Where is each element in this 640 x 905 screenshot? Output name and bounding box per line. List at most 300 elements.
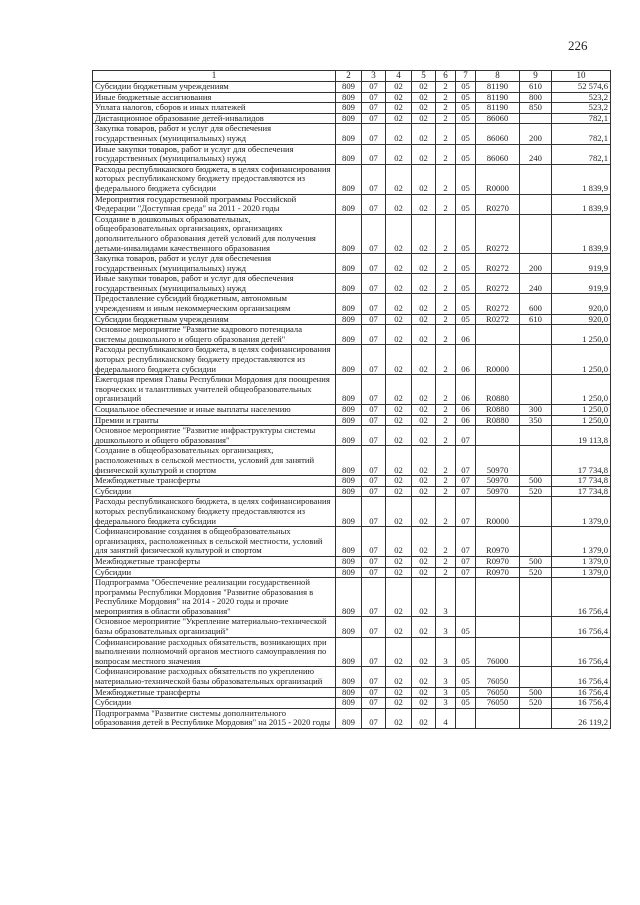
row-code-cell-10: 16 756,4	[552, 687, 611, 698]
row-code-cell-3: 07	[362, 314, 386, 325]
table-body	[93, 82, 611, 729]
row-code-cell-4: 02	[386, 144, 412, 164]
row-code-cell-4: 02	[386, 578, 412, 617]
row-code-cell-2: 809	[336, 567, 362, 578]
row-code-cell-10: 920,0	[552, 294, 611, 314]
table-row	[93, 415, 611, 426]
row-code-cell-6: 2	[436, 446, 456, 476]
row-code-cell-3: 07	[362, 144, 386, 164]
row-code-cell-6: 3	[436, 667, 456, 687]
row-code-cell-2: 809	[336, 345, 362, 375]
row-code-cell-3: 07	[362, 556, 386, 567]
row-code-cell-5: 02	[412, 274, 436, 294]
row-code-cell-8: R0272	[476, 254, 520, 274]
row-code-cell-10: 1 250,0	[552, 345, 611, 375]
row-code-cell-10: 17 734,8	[552, 486, 611, 497]
row-code-cell-10: 1 379,0	[552, 556, 611, 567]
row-code-cell-8: R0000	[476, 164, 520, 194]
row-name-cell: Межбюджетные трансферты	[93, 687, 336, 698]
row-code-cell-3: 07	[362, 426, 386, 446]
table-row	[93, 667, 611, 687]
row-code-cell-2: 809	[336, 415, 362, 426]
table-header-row	[93, 71, 611, 82]
row-code-cell-10: 782,1	[552, 124, 611, 144]
row-code-cell-10: 1 839,9	[552, 214, 611, 253]
row-code-cell-8: 86060	[476, 113, 520, 124]
row-code-cell-7: 07	[456, 497, 476, 527]
table-row	[93, 698, 611, 709]
row-code-cell-3: 07	[362, 687, 386, 698]
row-name-cell: Софинансирование создания в общеобразовательных организациях, расположенных в сельской местности, условий для занятий физической культурой и спортом	[93, 527, 336, 557]
table-row	[93, 164, 611, 194]
row-code-cell-8: 76050	[476, 667, 520, 687]
row-code-cell-9: 200	[520, 254, 552, 274]
row-code-cell-4: 02	[386, 446, 412, 476]
row-code-cell-3: 07	[362, 698, 386, 709]
table-row	[93, 144, 611, 164]
row-code-cell-2: 809	[336, 486, 362, 497]
row-code-cell-10: 782,1	[552, 144, 611, 164]
row-code-cell-9: 200	[520, 124, 552, 144]
row-code-cell-7: 05	[456, 113, 476, 124]
row-code-cell-7: 07	[456, 426, 476, 446]
row-code-cell-2: 809	[336, 375, 362, 405]
row-code-cell-3: 07	[362, 567, 386, 578]
row-code-cell-8: R0000	[476, 345, 520, 375]
row-code-cell-4: 02	[386, 698, 412, 709]
row-code-cell-4: 02	[386, 164, 412, 194]
row-code-cell-4: 02	[386, 254, 412, 274]
row-code-cell-5: 02	[412, 578, 436, 617]
row-name-cell: Уплата налогов, сборов и иных платежей	[93, 103, 336, 114]
table-row	[93, 92, 611, 103]
row-code-cell-9	[520, 164, 552, 194]
row-code-cell-7: 06	[456, 415, 476, 426]
row-code-cell-7: 05	[456, 103, 476, 114]
row-code-cell-9	[520, 214, 552, 253]
row-code-cell-8: R0880	[476, 405, 520, 416]
row-code-cell-7: 05	[456, 617, 476, 637]
row-code-cell-6: 3	[436, 578, 456, 617]
row-name-cell: Расходы республиканского бюджета, в целях софинансирования которых республиканскому бюджету предоставляются из федерального бюджета субсидии	[93, 345, 336, 375]
row-code-cell-7	[456, 578, 476, 617]
header-col-7: 7	[456, 71, 476, 82]
row-code-cell-5: 02	[412, 294, 436, 314]
row-code-cell-2: 809	[336, 92, 362, 103]
row-code-cell-2: 809	[336, 687, 362, 698]
row-code-cell-8	[476, 325, 520, 345]
row-name-cell: Социальное обеспечение и иные выплаты населению	[93, 405, 336, 416]
row-code-cell-9: 520	[520, 567, 552, 578]
row-code-cell-8	[476, 617, 520, 637]
row-code-cell-6: 2	[436, 82, 456, 93]
table-row	[93, 274, 611, 294]
row-code-cell-8: R0970	[476, 567, 520, 578]
header-col-3: 3	[362, 71, 386, 82]
table-row	[93, 405, 611, 416]
row-code-cell-8: 86060	[476, 144, 520, 164]
row-name-cell: Иные бюджетные ассигнования	[93, 92, 336, 103]
row-code-cell-8: R0880	[476, 415, 520, 426]
table-row	[93, 214, 611, 253]
row-code-cell-4: 02	[386, 687, 412, 698]
table-row	[93, 426, 611, 446]
row-code-cell-6: 3	[436, 637, 456, 667]
row-code-cell-3: 07	[362, 667, 386, 687]
row-code-cell-5: 02	[412, 194, 436, 214]
row-code-cell-8: R0270	[476, 194, 520, 214]
table-row	[93, 314, 611, 325]
row-code-cell-2: 809	[336, 274, 362, 294]
row-name-cell: Иные закупки товаров, работ и услуг для обеспечения государственных (муниципальных) нужд	[93, 144, 336, 164]
row-code-cell-9	[520, 527, 552, 557]
row-code-cell-5: 02	[412, 527, 436, 557]
row-name-cell: Субсидии	[93, 567, 336, 578]
row-code-cell-10: 1 250,0	[552, 325, 611, 345]
row-code-cell-5: 02	[412, 82, 436, 93]
row-code-cell-3: 07	[362, 446, 386, 476]
row-code-cell-3: 07	[362, 274, 386, 294]
row-name-cell: Предоставление субсидий бюджетным, автономным учреждениям и иным некоммерческим организациям	[93, 294, 336, 314]
row-code-cell-2: 809	[336, 194, 362, 214]
row-code-cell-9: 600	[520, 294, 552, 314]
table-row	[93, 527, 611, 557]
budget-table	[92, 70, 611, 729]
row-code-cell-4: 02	[386, 405, 412, 416]
row-code-cell-7: 05	[456, 194, 476, 214]
row-code-cell-10: 52 574,6	[552, 82, 611, 93]
row-code-cell-6: 3	[436, 698, 456, 709]
table-row	[93, 124, 611, 144]
row-code-cell-7: 05	[456, 294, 476, 314]
row-code-cell-5: 02	[412, 405, 436, 416]
row-code-cell-8: 81190	[476, 92, 520, 103]
table-row	[93, 325, 611, 345]
row-name-cell: Софинансирование расходных обязательств по укреплению материально-технической базы образовательных организаций	[93, 667, 336, 687]
row-code-cell-3: 07	[362, 103, 386, 114]
row-code-cell-9	[520, 113, 552, 124]
row-code-cell-8: 81190	[476, 103, 520, 114]
row-code-cell-6: 3	[436, 687, 456, 698]
row-code-cell-6: 2	[436, 325, 456, 345]
row-code-cell-8: 76050	[476, 698, 520, 709]
row-code-cell-5: 02	[412, 113, 436, 124]
row-code-cell-4: 02	[386, 476, 412, 487]
row-code-cell-5: 02	[412, 667, 436, 687]
row-name-cell: Субсидии	[93, 698, 336, 709]
row-code-cell-8: R0272	[476, 214, 520, 253]
row-name-cell: Основное мероприятие "Укрепление материально-технической базы образовательных организаций"	[93, 617, 336, 637]
row-code-cell-7: 07	[456, 476, 476, 487]
row-name-cell: Расходы республиканского бюджета, в целях софинансирования которых республиканскому бюджету предоставляются из федерального бюджета субсидии	[93, 164, 336, 194]
row-code-cell-9	[520, 617, 552, 637]
row-code-cell-8	[476, 426, 520, 446]
row-code-cell-4: 02	[386, 113, 412, 124]
row-code-cell-3: 07	[362, 124, 386, 144]
row-code-cell-4: 02	[386, 345, 412, 375]
row-code-cell-6: 2	[436, 405, 456, 416]
row-code-cell-7: 05	[456, 124, 476, 144]
row-code-cell-5: 02	[412, 476, 436, 487]
row-code-cell-6: 2	[436, 214, 456, 253]
row-code-cell-10: 19 113,8	[552, 426, 611, 446]
row-code-cell-6: 2	[436, 124, 456, 144]
row-code-cell-9	[520, 708, 552, 728]
row-code-cell-2: 809	[336, 476, 362, 487]
row-code-cell-10: 1 250,0	[552, 415, 611, 426]
row-code-cell-3: 07	[362, 214, 386, 253]
row-code-cell-4: 02	[386, 294, 412, 314]
row-code-cell-3: 07	[362, 164, 386, 194]
row-code-cell-5: 02	[412, 486, 436, 497]
row-code-cell-9: 500	[520, 556, 552, 567]
row-code-cell-2: 809	[336, 164, 362, 194]
row-code-cell-7: 05	[456, 667, 476, 687]
row-code-cell-2: 809	[336, 113, 362, 124]
row-code-cell-2: 809	[336, 708, 362, 728]
row-name-cell: Мероприятия государственной программы Российской Федерации "Доступная среда" на 2011 - 2020 годы	[93, 194, 336, 214]
table-row	[93, 708, 611, 728]
row-code-cell-6: 2	[436, 254, 456, 274]
row-code-cell-7: 06	[456, 405, 476, 416]
row-code-cell-3: 07	[362, 486, 386, 497]
row-code-cell-4: 02	[386, 637, 412, 667]
row-code-cell-5: 02	[412, 214, 436, 253]
row-code-cell-3: 07	[362, 92, 386, 103]
row-code-cell-5: 02	[412, 617, 436, 637]
row-code-cell-6: 4	[436, 708, 456, 728]
row-code-cell-9: 520	[520, 698, 552, 709]
row-code-cell-9: 610	[520, 82, 552, 93]
row-code-cell-4: 02	[386, 82, 412, 93]
row-code-cell-2: 809	[336, 426, 362, 446]
row-code-cell-7	[456, 708, 476, 728]
row-code-cell-3: 07	[362, 254, 386, 274]
row-code-cell-4: 02	[386, 194, 412, 214]
row-code-cell-5: 02	[412, 446, 436, 476]
row-code-cell-10: 1 839,9	[552, 164, 611, 194]
row-code-cell-5: 02	[412, 556, 436, 567]
row-code-cell-3: 07	[362, 497, 386, 527]
row-code-cell-7: 05	[456, 164, 476, 194]
row-code-cell-4: 02	[386, 556, 412, 567]
table-row	[93, 113, 611, 124]
row-code-cell-6: 2	[436, 103, 456, 114]
row-code-cell-8: R0880	[476, 375, 520, 405]
header-col-1: 1	[93, 71, 336, 82]
row-code-cell-9: 610	[520, 314, 552, 325]
row-name-cell: Закупка товаров, работ и услуг для обеспечения государственных (муниципальных) нужд	[93, 254, 336, 274]
row-code-cell-9	[520, 667, 552, 687]
row-code-cell-10: 920,0	[552, 314, 611, 325]
row-code-cell-4: 02	[386, 426, 412, 446]
row-code-cell-7: 05	[456, 698, 476, 709]
row-code-cell-10: 919,9	[552, 254, 611, 274]
row-code-cell-7: 06	[456, 375, 476, 405]
row-code-cell-4: 02	[386, 314, 412, 325]
row-code-cell-10: 523,2	[552, 103, 611, 114]
row-code-cell-9: 350	[520, 415, 552, 426]
table-row	[93, 476, 611, 487]
row-code-cell-4: 02	[386, 124, 412, 144]
table-row	[93, 617, 611, 637]
row-code-cell-4: 02	[386, 497, 412, 527]
row-name-cell: Межбюджетные трансферты	[93, 476, 336, 487]
row-code-cell-6: 3	[436, 617, 456, 637]
row-name-cell: Подпрограмма "Развитие системы дополнительного образования детей в Республике Мордовия" на 2015 - 2020 годы	[93, 708, 336, 728]
row-code-cell-4: 02	[386, 103, 412, 114]
table-row	[93, 375, 611, 405]
row-code-cell-5: 02	[412, 415, 436, 426]
row-code-cell-8: R0272	[476, 294, 520, 314]
row-code-cell-5: 02	[412, 708, 436, 728]
row-code-cell-10: 17 734,8	[552, 476, 611, 487]
row-name-cell: Ежегодная премия Главы Республики Мордовия для поощрения творческих и талантливых учителей общеобразовательных организаций	[93, 375, 336, 405]
header-col-6: 6	[436, 71, 456, 82]
row-name-cell: Основное мероприятие "Развитие кадрового потенциала системы дошкольного и общего образования детей"	[93, 325, 336, 345]
row-code-cell-10: 919,9	[552, 274, 611, 294]
row-code-cell-9	[520, 637, 552, 667]
row-code-cell-7: 07	[456, 446, 476, 476]
row-code-cell-6: 2	[436, 194, 456, 214]
row-name-cell: Дистанционное образование детей-инвалидов	[93, 113, 336, 124]
table-row	[93, 497, 611, 527]
header-col-2: 2	[336, 71, 362, 82]
row-name-cell: Подпрограмма "Обеспечение реализации государственной программы Республики Мордовия "Развитие образования в Республике Мордовия" на 2014 - 2020 годы и прочие мероприятия в области образования"	[93, 578, 336, 617]
table-row	[93, 578, 611, 617]
row-code-cell-6: 2	[436, 92, 456, 103]
row-code-cell-3: 07	[362, 113, 386, 124]
row-code-cell-5: 02	[412, 103, 436, 114]
row-code-cell-8: R0272	[476, 274, 520, 294]
row-code-cell-9	[520, 497, 552, 527]
row-code-cell-7: 07	[456, 556, 476, 567]
row-code-cell-2: 809	[336, 667, 362, 687]
row-name-cell: Субсидии бюджетным учреждениям	[93, 82, 336, 93]
header-col-9: 9	[520, 71, 552, 82]
header-col-8: 8	[476, 71, 520, 82]
table-row	[93, 556, 611, 567]
row-code-cell-9	[520, 345, 552, 375]
row-code-cell-6: 2	[436, 164, 456, 194]
row-code-cell-6: 2	[436, 144, 456, 164]
row-code-cell-3: 07	[362, 527, 386, 557]
table-row	[93, 82, 611, 93]
row-name-cell: Субсидии	[93, 486, 336, 497]
row-code-cell-3: 07	[362, 708, 386, 728]
table-row	[93, 687, 611, 698]
row-code-cell-9	[520, 375, 552, 405]
row-code-cell-5: 02	[412, 637, 436, 667]
row-name-cell: Софинансирование расходных обязательств, возникающих при выполнении полномочий органов местного самоуправления по вопросам местного значения	[93, 637, 336, 667]
row-code-cell-2: 809	[336, 617, 362, 637]
row-code-cell-3: 07	[362, 294, 386, 314]
row-code-cell-10: 1 250,0	[552, 405, 611, 416]
row-code-cell-7: 05	[456, 214, 476, 253]
row-code-cell-10: 1 839,9	[552, 194, 611, 214]
row-code-cell-4: 02	[386, 325, 412, 345]
row-code-cell-10: 16 756,4	[552, 578, 611, 617]
row-code-cell-9: 500	[520, 687, 552, 698]
row-code-cell-3: 07	[362, 578, 386, 617]
row-code-cell-7: 05	[456, 254, 476, 274]
row-code-cell-4: 02	[386, 415, 412, 426]
row-code-cell-3: 07	[362, 375, 386, 405]
row-code-cell-6: 2	[436, 527, 456, 557]
row-code-cell-8: R0272	[476, 314, 520, 325]
row-code-cell-8	[476, 708, 520, 728]
row-code-cell-3: 07	[362, 345, 386, 375]
row-code-cell-5: 02	[412, 124, 436, 144]
row-code-cell-8: 50970	[476, 476, 520, 487]
row-code-cell-7: 07	[456, 567, 476, 578]
row-code-cell-4: 02	[386, 92, 412, 103]
row-name-cell: Закупка товаров, работ и услуг для обеспечения государственных (муниципальных) нужд	[93, 124, 336, 144]
table-row	[93, 446, 611, 476]
row-code-cell-8: 76050	[476, 687, 520, 698]
row-name-cell: Межбюджетные трансферты	[93, 556, 336, 567]
row-code-cell-9: 500	[520, 476, 552, 487]
row-name-cell: Создание в дошкольных образовательных, общеобразовательных организациях, организациях дополнительного образования детей условий для получения детьми-инвалидами качественного образования	[93, 214, 336, 253]
row-code-cell-2: 809	[336, 698, 362, 709]
row-code-cell-4: 02	[386, 486, 412, 497]
row-code-cell-5: 02	[412, 254, 436, 274]
row-code-cell-2: 809	[336, 294, 362, 314]
row-code-cell-6: 2	[436, 294, 456, 314]
row-code-cell-6: 2	[436, 567, 456, 578]
row-code-cell-5: 02	[412, 164, 436, 194]
row-code-cell-5: 02	[412, 567, 436, 578]
row-code-cell-2: 809	[336, 325, 362, 345]
table-row	[93, 294, 611, 314]
row-code-cell-10: 26 119,2	[552, 708, 611, 728]
row-code-cell-3: 07	[362, 325, 386, 345]
row-code-cell-4: 02	[386, 708, 412, 728]
row-code-cell-2: 809	[336, 124, 362, 144]
row-code-cell-2: 809	[336, 578, 362, 617]
row-code-cell-9	[520, 426, 552, 446]
row-code-cell-5: 02	[412, 497, 436, 527]
row-code-cell-9	[520, 325, 552, 345]
row-code-cell-7: 06	[456, 325, 476, 345]
row-code-cell-10: 16 756,4	[552, 637, 611, 667]
row-code-cell-3: 07	[362, 637, 386, 667]
row-name-cell: Создание в общеобразовательных организациях, расположенных в сельской местности, условий для занятий физической культурой и спортом	[93, 446, 336, 476]
row-code-cell-9: 850	[520, 103, 552, 114]
row-code-cell-7: 05	[456, 144, 476, 164]
row-code-cell-6: 2	[436, 314, 456, 325]
row-code-cell-7: 05	[456, 274, 476, 294]
row-code-cell-6: 2	[436, 497, 456, 527]
table-row	[93, 345, 611, 375]
row-code-cell-5: 02	[412, 345, 436, 375]
row-code-cell-10: 1 379,0	[552, 497, 611, 527]
row-code-cell-7: 05	[456, 314, 476, 325]
row-code-cell-10: 523,2	[552, 92, 611, 103]
row-code-cell-6: 2	[436, 113, 456, 124]
row-code-cell-2: 809	[336, 254, 362, 274]
row-code-cell-5: 02	[412, 144, 436, 164]
row-code-cell-10: 17 734,8	[552, 446, 611, 476]
row-code-cell-8: R0970	[476, 527, 520, 557]
row-code-cell-4: 02	[386, 274, 412, 294]
row-code-cell-3: 07	[362, 405, 386, 416]
row-code-cell-4: 02	[386, 667, 412, 687]
row-code-cell-8: R0000	[476, 497, 520, 527]
table-row	[93, 567, 611, 578]
table-row	[93, 194, 611, 214]
row-code-cell-10: 1 379,0	[552, 527, 611, 557]
